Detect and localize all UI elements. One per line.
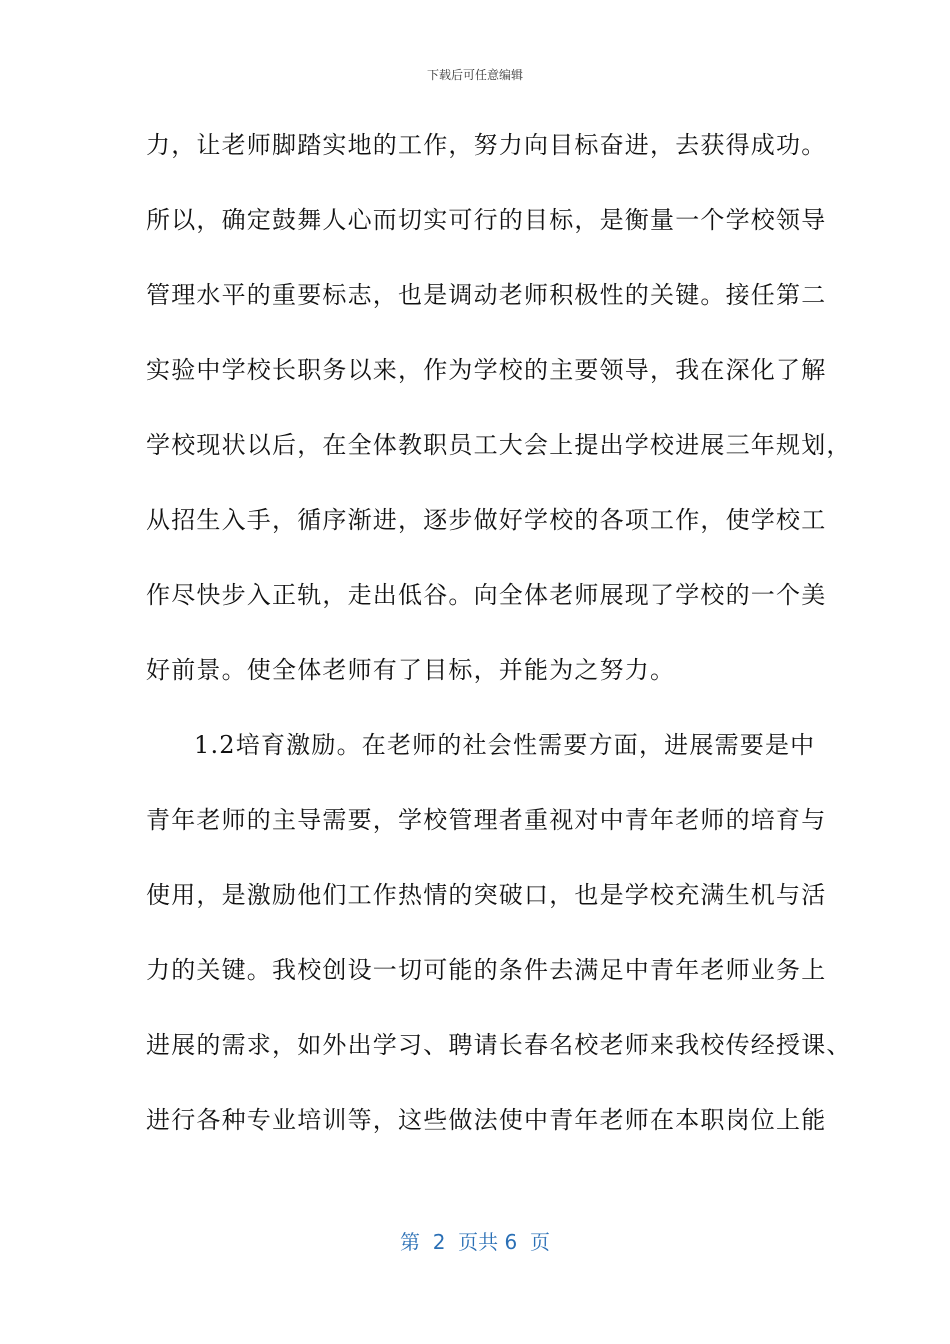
header-note: 下载后可任意编辑 [426, 68, 523, 82]
text-line: 实验中学校长职务以来，作为学校的主要领导，我在深化了解 [146, 356, 827, 384]
text-line: 力，让老师脚踏实地的工作，努力向目标奋进，去获得成功。 [146, 131, 827, 159]
text-line: 进行各种专业培训等，这些做法使中青年老师在本职岗位上能 [146, 1106, 827, 1134]
text-line: 学校现状以后，在全体教职员工大会上提出学校进展三年规划， [146, 431, 852, 459]
text-line: 力的关键。我校创设一切可能的条件去满足中青年老师业务上 [146, 956, 827, 984]
text-line: 青年老师的主导需要，学校管理者重视对中青年老师的培育与 [146, 806, 827, 834]
text-line: 好前景。使全体老师有了目标，并能为之努力。 [146, 656, 676, 684]
text-line: 管理水平的重要标志，也是调动老师积极性的关键。接任第二 [146, 281, 827, 309]
page-number-footer: 第 2 页共 6 页 [400, 1230, 550, 1254]
text-line: 进展的需求，如外出学习、聘请长春名校老师来我校传经授课、 [146, 1031, 852, 1059]
text-line: 作尽快步入正轨，走出低谷。向全体老师展现了学校的一个美 [146, 581, 827, 609]
paragraph-start-line: 1.2培育激励。在老师的社会性需要方面，进展需要是中 [194, 731, 816, 759]
text-line: 所以，确定鼓舞人心而切实可行的目标，是衡量一个学校领导 [146, 206, 827, 234]
text-line: 使用，是激励他们工作热情的突破口，也是学校充满生机与活 [146, 881, 827, 909]
text-line: 从招生入手，循序渐进，逐步做好学校的各项工作，使学校工 [146, 506, 827, 534]
